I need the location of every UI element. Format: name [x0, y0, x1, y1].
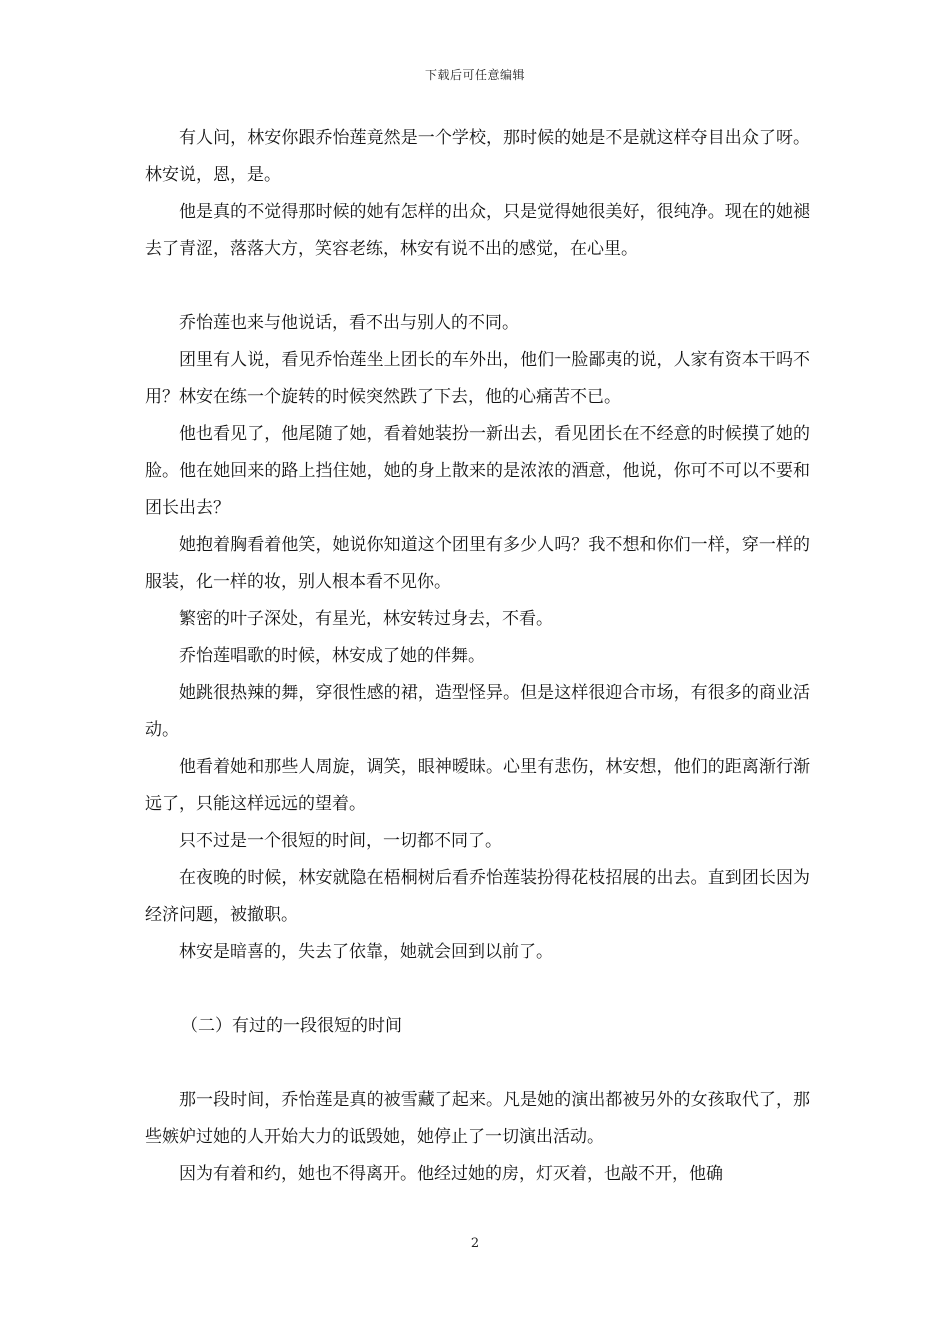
paragraph: 乔怡莲也来与他说话，看不出与别人的不同。 [179, 313, 519, 333]
paragraph-spacer [145, 1045, 810, 1082]
paragraph: 他看着她和那些人周旋，调笑，眼神暧昧。心里有悲伤，林安想，他们的距离渐行渐远了，只能这样远远的望着。 [145, 757, 810, 814]
paragraph: 繁密的叶子深处，有星光，林安转过身去，不看。 [179, 609, 553, 629]
paragraph: 因为有着和约，她也不得离开。他经过她的房，灯灭着，也敲不开，他确 [179, 1164, 723, 1184]
paragraph: 团里有人说，看见乔怡莲坐上团长的车外出，他们一脸鄙夷的说，人家有资本干吗不用？林安在练一个旋转的时候突然跌了下去，他的心痛苦不已。 [145, 350, 810, 407]
paragraph-spacer [145, 268, 810, 305]
document-body [145, 120, 810, 1193]
paragraph: 他是真的不觉得那时候的她有怎样的出众，只是觉得她很美好，很纯净。现在的她褪去了青涩，落落大方，笑容老练，林安有说不出的感觉，在心里。 [145, 202, 810, 259]
paragraph: 只不过是一个很短的时间，一切都不同了。 [179, 831, 502, 851]
paragraph: 乔怡莲唱歌的时候，林安成了她的伴舞。 [179, 646, 485, 666]
paragraph: 在夜晚的时候，林安就隐在梧桐树后看乔怡莲装扮得花枝招展的出去。直到团长因为经济问题，被撤职。 [145, 868, 810, 925]
paragraph: 有人问，林安你跟乔怡莲竟然是一个学校，那时候的她是不是就这样夺目出众了呀。林安说，恩，是。 [145, 128, 810, 185]
paragraph: 她跳很热辣的舞，穿很性感的裙，造型怪异。但是这样很迎合市场，有很多的商业活动。 [145, 683, 810, 740]
paragraph: 那一段时间，乔怡莲是真的被雪藏了起来。凡是她的演出都被另外的女孩取代了，那些嫉妒过她的人开始大力的诋毁她，她停止了一切演出活动。 [145, 1090, 810, 1147]
page-number: 2 [470, 1236, 480, 1251]
paragraph: 林安是暗喜的，失去了依靠，她就会回到以前了。 [179, 942, 553, 962]
paragraph: 她抱着胸看着他笑，她说你知道这个团里有多少人吗？我不想和你们一样，穿一样的服装，化一样的妆，别人根本看不见你。 [145, 535, 810, 592]
section-heading: （二）有过的一段很短的时间 [181, 1016, 402, 1036]
page-header: 下载后可任意编辑 [424, 68, 525, 82]
paragraph: 他也看见了，他尾随了她，看着她装扮一新出去，看见团长在不经意的时候摸了她的脸。他在她回来的路上挡住她，她的身上散来的是浓浓的酒意，他说，你可不可以不要和团长出去？ [145, 424, 810, 518]
paragraph-spacer [145, 971, 810, 1008]
